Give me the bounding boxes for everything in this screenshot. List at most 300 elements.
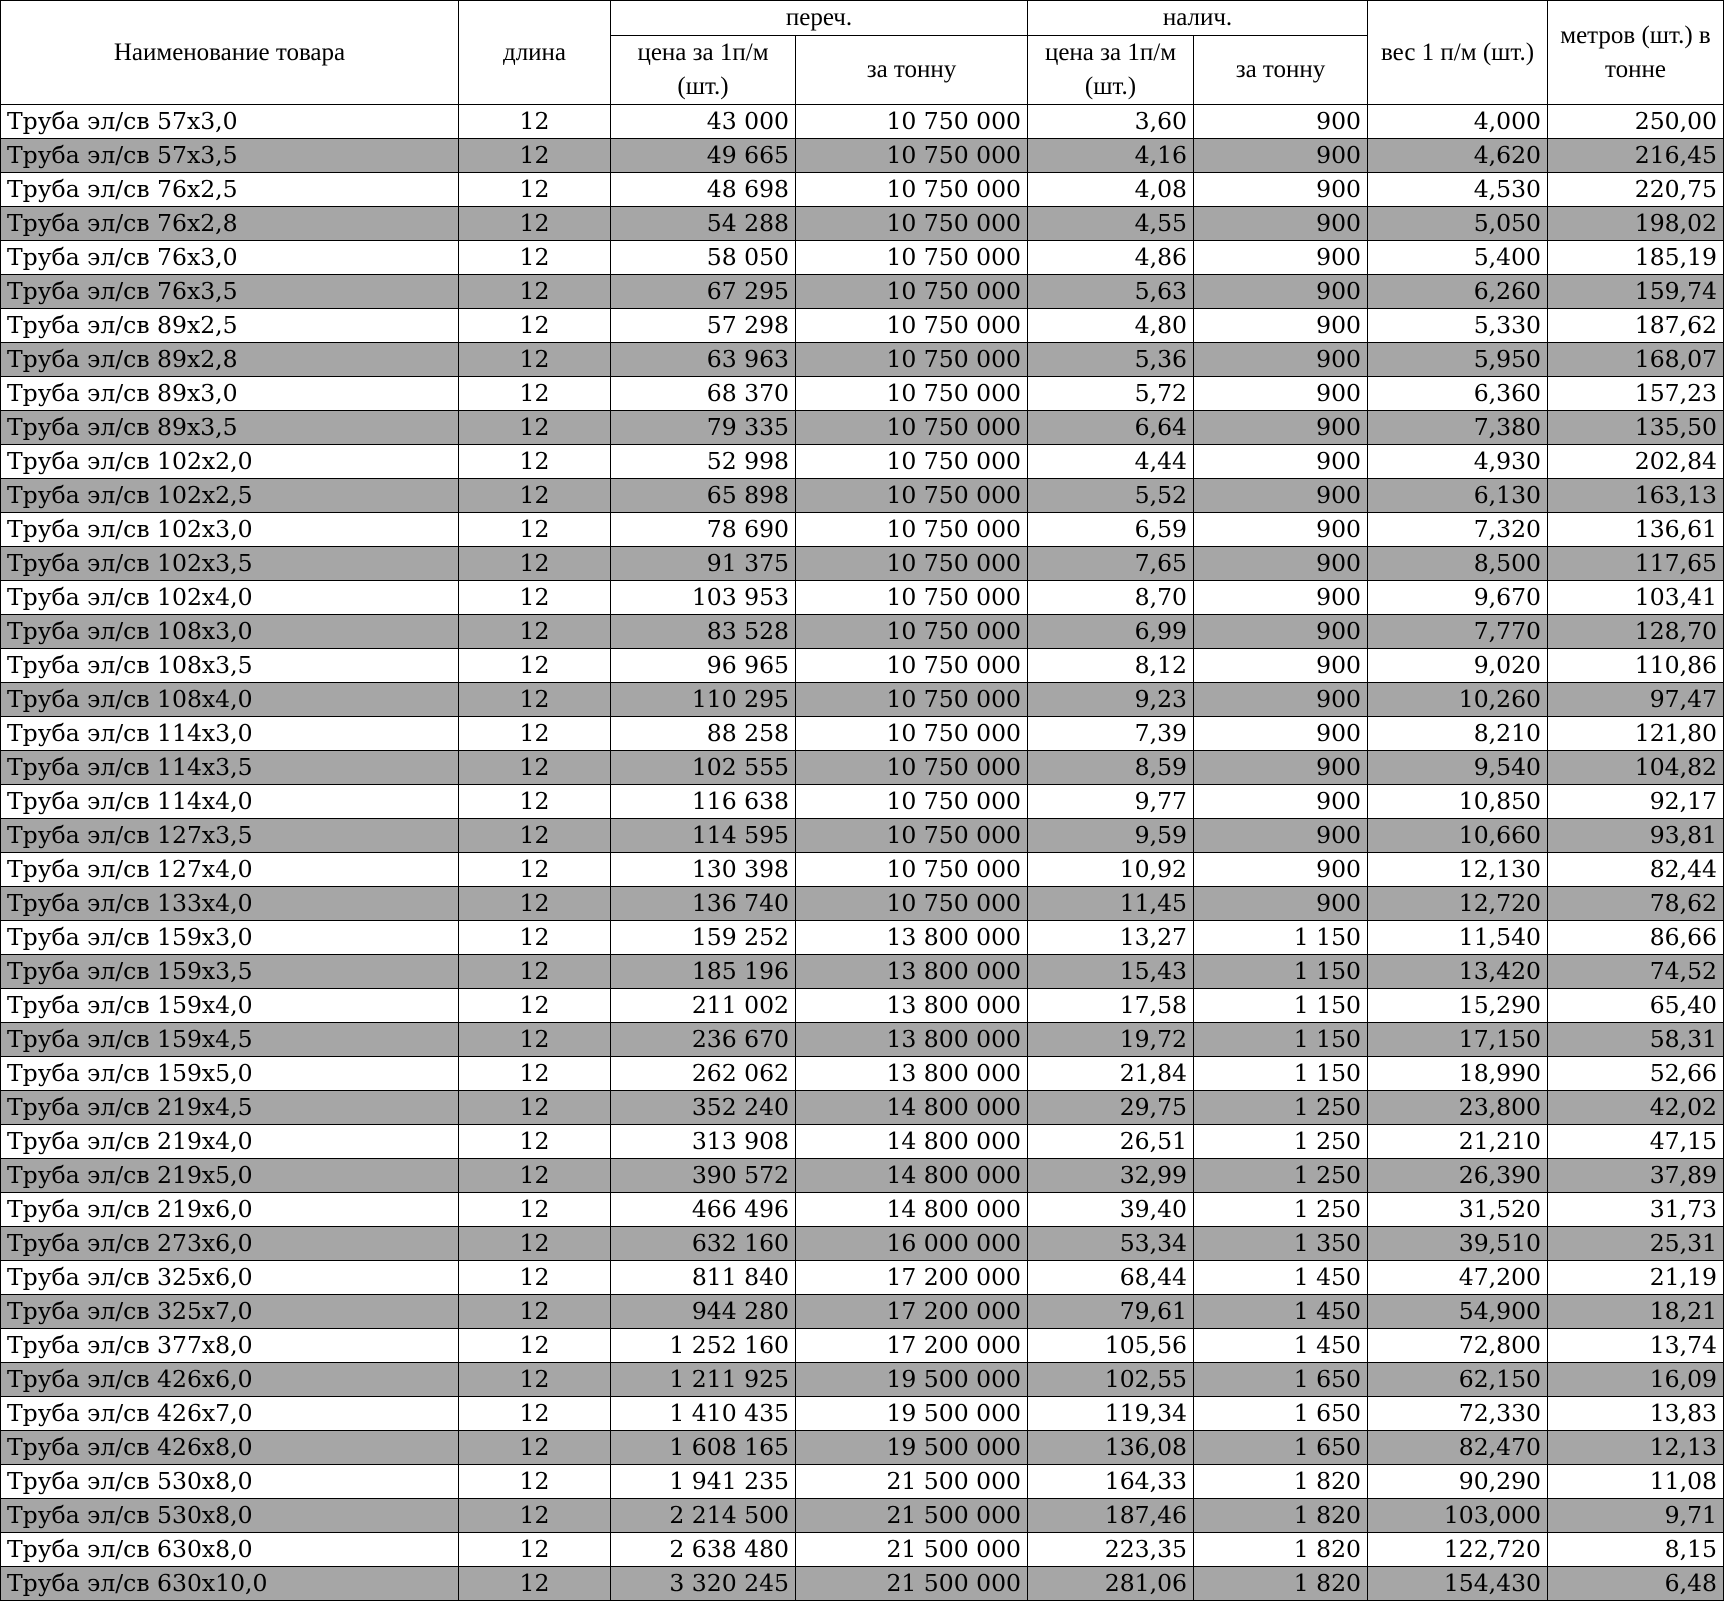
table-row (1, 1567, 1724, 1601)
cell-length: 12 (459, 1227, 611, 1261)
cell-price-per-meter: 236 670 (611, 1023, 796, 1057)
cell-price-per-ton: 10 750 000 (796, 343, 1028, 377)
cell-price-per-meter: 352 240 (611, 1091, 796, 1125)
cell-price-per-meter: 102 555 (611, 751, 796, 785)
cell-price-per-ton: 17 200 000 (796, 1295, 1028, 1329)
cell-price-per-ton: 10 750 000 (796, 513, 1028, 547)
cell-name: Труба эл/св 219х6,0 (1, 1193, 459, 1227)
table-row (1, 1431, 1724, 1465)
cell-price-per-ton: 14 800 000 (796, 1193, 1028, 1227)
cell-cash-price-per-meter: 119,34 (1028, 1397, 1194, 1431)
cell-price-per-meter: 63 963 (611, 343, 796, 377)
cell-price-per-ton: 21 500 000 (796, 1499, 1028, 1533)
cell-cash-price-per-meter: 3,60 (1028, 105, 1194, 139)
cell-length: 12 (459, 989, 611, 1023)
cell-price-per-ton: 10 750 000 (796, 581, 1028, 615)
table-row (1, 819, 1724, 853)
cell-price-per-ton: 19 500 000 (796, 1431, 1028, 1465)
cell-meters-per-ton: 78,62 (1548, 887, 1724, 921)
cell-cash-price-per-meter: 8,70 (1028, 581, 1194, 615)
cell-price-per-meter: 211 002 (611, 989, 796, 1023)
cell-cash-price-per-meter: 19,72 (1028, 1023, 1194, 1057)
cell-meters-per-ton: 168,07 (1548, 343, 1724, 377)
cell-name: Труба эл/св 102х4,0 (1, 581, 459, 615)
cell-name: Труба эл/св 630х10,0 (1, 1567, 459, 1601)
table-row (1, 445, 1724, 479)
cell-cash-price-per-ton: 900 (1194, 479, 1368, 513)
cell-price-per-ton: 10 750 000 (796, 615, 1028, 649)
cell-name: Труба эл/св 325х7,0 (1, 1295, 459, 1329)
cell-name: Труба эл/св 89х3,5 (1, 411, 459, 445)
cell-cash-price-per-ton: 1 650 (1194, 1431, 1368, 1465)
cell-weight: 62,150 (1368, 1363, 1548, 1397)
cell-cash-price-per-ton: 1 250 (1194, 1159, 1368, 1193)
cell-price-per-meter: 3 320 245 (611, 1567, 796, 1601)
cell-price-per-ton: 13 800 000 (796, 1057, 1028, 1091)
cell-cash-price-per-meter: 15,43 (1028, 955, 1194, 989)
cell-length: 12 (459, 785, 611, 819)
cell-cash-price-per-meter: 223,35 (1028, 1533, 1194, 1567)
cell-weight: 15,290 (1368, 989, 1548, 1023)
cell-weight: 6,260 (1368, 275, 1548, 309)
cell-meters-per-ton: 92,17 (1548, 785, 1724, 819)
cell-meters-per-ton: 185,19 (1548, 241, 1724, 275)
cell-length: 12 (459, 1023, 611, 1057)
cell-name: Труба эл/св 127х4,0 (1, 853, 459, 887)
header-price-per-ton: за тонну (796, 36, 1028, 105)
cell-weight: 54,900 (1368, 1295, 1548, 1329)
header-group-cash: налич. (1028, 1, 1368, 36)
cell-price-per-ton: 10 750 000 (796, 241, 1028, 275)
cell-length: 12 (459, 309, 611, 343)
cell-price-per-ton: 10 750 000 (796, 173, 1028, 207)
cell-length: 12 (459, 139, 611, 173)
cell-price-per-ton: 10 750 000 (796, 411, 1028, 445)
table-row (1, 173, 1724, 207)
cell-name: Труба эл/св 76х3,0 (1, 241, 459, 275)
cell-meters-per-ton: 74,52 (1548, 955, 1724, 989)
cell-length: 12 (459, 1499, 611, 1533)
cell-price-per-meter: 185 196 (611, 955, 796, 989)
cell-length: 12 (459, 479, 611, 513)
cell-meters-per-ton: 104,82 (1548, 751, 1724, 785)
cell-length: 12 (459, 921, 611, 955)
cell-name: Труба эл/св 426х7,0 (1, 1397, 459, 1431)
cell-price-per-ton: 13 800 000 (796, 955, 1028, 989)
cell-price-per-ton: 10 750 000 (796, 853, 1028, 887)
cell-price-per-meter: 159 252 (611, 921, 796, 955)
cell-cash-price-per-meter: 8,12 (1028, 649, 1194, 683)
cell-cash-price-per-meter: 164,33 (1028, 1465, 1194, 1499)
cell-cash-price-per-meter: 105,56 (1028, 1329, 1194, 1363)
cell-name: Труба эл/св 219х4,5 (1, 1091, 459, 1125)
cell-weight: 4,620 (1368, 139, 1548, 173)
cell-weight: 9,670 (1368, 581, 1548, 615)
cell-length: 12 (459, 343, 611, 377)
cell-length: 12 (459, 1465, 611, 1499)
cell-name: Труба эл/св 108х3,5 (1, 649, 459, 683)
cell-cash-price-per-ton: 1 650 (1194, 1363, 1368, 1397)
cell-cash-price-per-meter: 6,99 (1028, 615, 1194, 649)
table-row (1, 989, 1724, 1023)
cell-name: Труба эл/св 325х6,0 (1, 1261, 459, 1295)
table-row (1, 105, 1724, 139)
cell-cash-price-per-meter: 6,59 (1028, 513, 1194, 547)
cell-price-per-meter: 54 288 (611, 207, 796, 241)
cell-price-per-ton: 13 800 000 (796, 921, 1028, 955)
table-row (1, 1499, 1724, 1533)
table-row (1, 751, 1724, 785)
cell-price-per-ton: 19 500 000 (796, 1397, 1028, 1431)
cell-cash-price-per-meter: 4,86 (1028, 241, 1194, 275)
cell-weight: 47,200 (1368, 1261, 1548, 1295)
cell-cash-price-per-ton: 900 (1194, 173, 1368, 207)
cell-cash-price-per-meter: 10,92 (1028, 853, 1194, 887)
cell-price-per-ton: 14 800 000 (796, 1159, 1028, 1193)
cell-weight: 103,000 (1368, 1499, 1548, 1533)
table-row (1, 683, 1724, 717)
cell-cash-price-per-ton: 900 (1194, 207, 1368, 241)
cell-cash-price-per-ton: 900 (1194, 717, 1368, 751)
cell-cash-price-per-ton: 900 (1194, 411, 1368, 445)
cell-cash-price-per-meter: 4,55 (1028, 207, 1194, 241)
cell-cash-price-per-ton: 900 (1194, 241, 1368, 275)
cell-name: Труба эл/св 159х3,0 (1, 921, 459, 955)
cell-length: 12 (459, 581, 611, 615)
cell-price-per-ton: 10 750 000 (796, 683, 1028, 717)
cell-price-per-meter: 130 398 (611, 853, 796, 887)
cell-cash-price-per-meter: 4,44 (1028, 445, 1194, 479)
cell-price-per-meter: 944 280 (611, 1295, 796, 1329)
cell-name: Труба эл/св 102х3,5 (1, 547, 459, 581)
table-body (1, 105, 1724, 1601)
cell-weight: 7,320 (1368, 513, 1548, 547)
cell-cash-price-per-meter: 26,51 (1028, 1125, 1194, 1159)
cell-cash-price-per-meter: 53,34 (1028, 1227, 1194, 1261)
table-row (1, 581, 1724, 615)
table-row (1, 1125, 1724, 1159)
cell-weight: 9,540 (1368, 751, 1548, 785)
cell-price-per-meter: 43 000 (611, 105, 796, 139)
cell-cash-price-per-ton: 900 (1194, 309, 1368, 343)
cell-price-per-meter: 48 698 (611, 173, 796, 207)
cell-price-per-meter: 88 258 (611, 717, 796, 751)
cell-cash-price-per-ton: 900 (1194, 445, 1368, 479)
cell-price-per-meter: 136 740 (611, 887, 796, 921)
cell-cash-price-per-ton: 900 (1194, 581, 1368, 615)
cell-cash-price-per-meter: 17,58 (1028, 989, 1194, 1023)
cell-weight: 4,930 (1368, 445, 1548, 479)
cell-weight: 122,720 (1368, 1533, 1548, 1567)
cell-weight: 82,470 (1368, 1431, 1548, 1465)
header-group-transfer: переч. (611, 1, 1028, 36)
cell-name: Труба эл/св 102х2,0 (1, 445, 459, 479)
cell-name: Труба эл/св 102х2,5 (1, 479, 459, 513)
cell-name: Труба эл/св 426х6,0 (1, 1363, 459, 1397)
cell-weight: 5,050 (1368, 207, 1548, 241)
cell-price-per-ton: 14 800 000 (796, 1125, 1028, 1159)
cell-price-per-ton: 16 000 000 (796, 1227, 1028, 1261)
cell-cash-price-per-meter: 13,27 (1028, 921, 1194, 955)
cell-price-per-meter: 65 898 (611, 479, 796, 513)
table-row (1, 887, 1724, 921)
cell-length: 12 (459, 1431, 611, 1465)
cell-cash-price-per-meter: 21,84 (1028, 1057, 1194, 1091)
cell-price-per-ton: 14 800 000 (796, 1091, 1028, 1125)
cell-meters-per-ton: 31,73 (1548, 1193, 1724, 1227)
cell-cash-price-per-meter: 9,77 (1028, 785, 1194, 819)
cell-name: Труба эл/св 159х4,5 (1, 1023, 459, 1057)
table-row (1, 139, 1724, 173)
cell-weight: 6,130 (1368, 479, 1548, 513)
cell-length: 12 (459, 547, 611, 581)
cell-price-per-ton: 21 500 000 (796, 1567, 1028, 1601)
cell-cash-price-per-meter: 9,23 (1028, 683, 1194, 717)
cell-price-per-meter: 2 638 480 (611, 1533, 796, 1567)
table-row (1, 1159, 1724, 1193)
cell-price-per-ton: 10 750 000 (796, 751, 1028, 785)
cell-price-per-meter: 262 062 (611, 1057, 796, 1091)
cell-weight: 18,990 (1368, 1057, 1548, 1091)
cell-name: Труба эл/св 76х2,5 (1, 173, 459, 207)
cell-length: 12 (459, 1159, 611, 1193)
table-row (1, 1329, 1724, 1363)
cell-meters-per-ton: 159,74 (1548, 275, 1724, 309)
cell-price-per-meter: 49 665 (611, 139, 796, 173)
cell-length: 12 (459, 1125, 611, 1159)
cell-name: Труба эл/св 219х5,0 (1, 1159, 459, 1193)
table-row (1, 1295, 1724, 1329)
cell-name: Труба эл/св 219х4,0 (1, 1125, 459, 1159)
cell-price-per-ton: 13 800 000 (796, 989, 1028, 1023)
cell-length: 12 (459, 1261, 611, 1295)
cell-price-per-meter: 466 496 (611, 1193, 796, 1227)
cell-meters-per-ton: 135,50 (1548, 411, 1724, 445)
cell-name: Труба эл/св 76х2,8 (1, 207, 459, 241)
cell-cash-price-per-ton: 1 650 (1194, 1397, 1368, 1431)
cell-meters-per-ton: 58,31 (1548, 1023, 1724, 1057)
cell-length: 12 (459, 513, 611, 547)
cell-meters-per-ton: 198,02 (1548, 207, 1724, 241)
cell-length: 12 (459, 649, 611, 683)
cell-name: Труба эл/св 530х8,0 (1, 1499, 459, 1533)
cell-cash-price-per-meter: 9,59 (1028, 819, 1194, 853)
cell-weight: 13,420 (1368, 955, 1548, 989)
cell-price-per-ton: 17 200 000 (796, 1329, 1028, 1363)
cell-weight: 4,000 (1368, 105, 1548, 139)
cell-length: 12 (459, 275, 611, 309)
cell-cash-price-per-ton: 1 150 (1194, 989, 1368, 1023)
cell-weight: 10,850 (1368, 785, 1548, 819)
cell-cash-price-per-meter: 4,16 (1028, 139, 1194, 173)
cell-weight: 7,380 (1368, 411, 1548, 445)
cell-length: 12 (459, 955, 611, 989)
cell-weight: 21,210 (1368, 1125, 1548, 1159)
table-row (1, 547, 1724, 581)
cell-name: Труба эл/св 530х8,0 (1, 1465, 459, 1499)
cell-meters-per-ton: 8,15 (1548, 1533, 1724, 1567)
cell-length: 12 (459, 1057, 611, 1091)
cell-length: 12 (459, 819, 611, 853)
cell-price-per-ton: 10 750 000 (796, 139, 1028, 173)
cell-meters-per-ton: 187,62 (1548, 309, 1724, 343)
cell-price-per-ton: 10 750 000 (796, 275, 1028, 309)
cell-meters-per-ton: 25,31 (1548, 1227, 1724, 1261)
cell-length: 12 (459, 683, 611, 717)
header-meters-per-ton: метров (шт.) в тонне (1548, 1, 1724, 105)
cell-meters-per-ton: 21,19 (1548, 1261, 1724, 1295)
cell-price-per-ton: 17 200 000 (796, 1261, 1028, 1295)
cell-cash-price-per-ton: 900 (1194, 819, 1368, 853)
cell-price-per-meter: 67 295 (611, 275, 796, 309)
cell-weight: 26,390 (1368, 1159, 1548, 1193)
cell-length: 12 (459, 207, 611, 241)
table-row (1, 207, 1724, 241)
cell-cash-price-per-ton: 1 250 (1194, 1125, 1368, 1159)
cell-price-per-ton: 10 750 000 (796, 207, 1028, 241)
cell-name: Труба эл/св 108х4,0 (1, 683, 459, 717)
cell-weight: 11,540 (1368, 921, 1548, 955)
header-cash-price-per-meter: цена за 1п/м (шт.) (1028, 36, 1194, 105)
cell-price-per-meter: 632 160 (611, 1227, 796, 1261)
cell-cash-price-per-ton: 900 (1194, 853, 1368, 887)
cell-weight: 5,400 (1368, 241, 1548, 275)
cell-cash-price-per-ton: 1 450 (1194, 1261, 1368, 1295)
cell-name: Труба эл/св 133х4,0 (1, 887, 459, 921)
cell-name: Труба эл/св 377х8,0 (1, 1329, 459, 1363)
cell-meters-per-ton: 157,23 (1548, 377, 1724, 411)
cell-length: 12 (459, 377, 611, 411)
header-name: Наименование товара (1, 1, 459, 105)
table-row (1, 853, 1724, 887)
cell-name: Труба эл/св 273х6,0 (1, 1227, 459, 1261)
cell-cash-price-per-ton: 900 (1194, 785, 1368, 819)
cell-price-per-meter: 58 050 (611, 241, 796, 275)
cell-length: 12 (459, 411, 611, 445)
table-row (1, 377, 1724, 411)
cell-meters-per-ton: 13,83 (1548, 1397, 1724, 1431)
cell-name: Труба эл/св 89х3,0 (1, 377, 459, 411)
cell-price-per-ton: 10 750 000 (796, 445, 1028, 479)
cell-price-per-ton: 10 750 000 (796, 309, 1028, 343)
cell-meters-per-ton: 18,21 (1548, 1295, 1724, 1329)
cell-price-per-ton: 10 750 000 (796, 649, 1028, 683)
cell-cash-price-per-ton: 1 150 (1194, 1057, 1368, 1091)
cell-meters-per-ton: 121,80 (1548, 717, 1724, 751)
table-row (1, 275, 1724, 309)
cell-price-per-ton: 10 750 000 (796, 785, 1028, 819)
table-row (1, 343, 1724, 377)
cell-name: Труба эл/св 57х3,0 (1, 105, 459, 139)
cell-price-per-ton: 21 500 000 (796, 1465, 1028, 1499)
cell-meters-per-ton: 42,02 (1548, 1091, 1724, 1125)
cell-price-per-meter: 116 638 (611, 785, 796, 819)
cell-length: 12 (459, 1329, 611, 1363)
cell-length: 12 (459, 1567, 611, 1601)
cell-name: Труба эл/св 114х3,0 (1, 717, 459, 751)
cell-meters-per-ton: 220,75 (1548, 173, 1724, 207)
cell-meters-per-ton: 9,71 (1548, 1499, 1724, 1533)
cell-length: 12 (459, 1363, 611, 1397)
cell-cash-price-per-ton: 1 820 (1194, 1465, 1368, 1499)
cell-meters-per-ton: 117,65 (1548, 547, 1724, 581)
cell-name: Труба эл/св 159х4,0 (1, 989, 459, 1023)
cell-weight: 12,130 (1368, 853, 1548, 887)
table-row (1, 717, 1724, 751)
cell-price-per-meter: 1 211 925 (611, 1363, 796, 1397)
cell-weight: 10,260 (1368, 683, 1548, 717)
cell-price-per-meter: 1 410 435 (611, 1397, 796, 1431)
cell-cash-price-per-meter: 32,99 (1028, 1159, 1194, 1193)
cell-meters-per-ton: 97,47 (1548, 683, 1724, 717)
cell-price-per-meter: 83 528 (611, 615, 796, 649)
cell-cash-price-per-ton: 1 820 (1194, 1533, 1368, 1567)
cell-cash-price-per-ton: 1 820 (1194, 1499, 1368, 1533)
cell-meters-per-ton: 13,74 (1548, 1329, 1724, 1363)
cell-weight: 31,520 (1368, 1193, 1548, 1227)
cell-cash-price-per-ton: 900 (1194, 683, 1368, 717)
cell-cash-price-per-meter: 136,08 (1028, 1431, 1194, 1465)
table-row (1, 955, 1724, 989)
cell-price-per-meter: 1 608 165 (611, 1431, 796, 1465)
cell-price-per-meter: 1 941 235 (611, 1465, 796, 1499)
cell-price-per-ton: 10 750 000 (796, 547, 1028, 581)
cell-cash-price-per-meter: 4,08 (1028, 173, 1194, 207)
cell-weight: 72,330 (1368, 1397, 1548, 1431)
cell-weight: 39,510 (1368, 1227, 1548, 1261)
cell-cash-price-per-ton: 1 150 (1194, 921, 1368, 955)
table-row (1, 921, 1724, 955)
cell-length: 12 (459, 1397, 611, 1431)
cell-weight: 154,430 (1368, 1567, 1548, 1601)
cell-length: 12 (459, 445, 611, 479)
cell-weight: 5,330 (1368, 309, 1548, 343)
cell-price-per-meter: 2 214 500 (611, 1499, 796, 1533)
cell-cash-price-per-meter: 5,63 (1028, 275, 1194, 309)
cell-cash-price-per-meter: 11,45 (1028, 887, 1194, 921)
table-row (1, 309, 1724, 343)
cell-cash-price-per-ton: 900 (1194, 377, 1368, 411)
cell-name: Труба эл/св 89х2,8 (1, 343, 459, 377)
cell-weight: 17,150 (1368, 1023, 1548, 1057)
cell-price-per-meter: 811 840 (611, 1261, 796, 1295)
cell-cash-price-per-meter: 5,72 (1028, 377, 1194, 411)
cell-cash-price-per-meter: 68,44 (1028, 1261, 1194, 1295)
cell-cash-price-per-ton: 1 150 (1194, 1023, 1368, 1057)
table-row (1, 1533, 1724, 1567)
cell-length: 12 (459, 241, 611, 275)
cell-price-per-meter: 68 370 (611, 377, 796, 411)
cell-cash-price-per-meter: 6,64 (1028, 411, 1194, 445)
cell-weight: 72,800 (1368, 1329, 1548, 1363)
cell-cash-price-per-ton: 1 250 (1194, 1193, 1368, 1227)
cell-length: 12 (459, 853, 611, 887)
cell-meters-per-ton: 52,66 (1548, 1057, 1724, 1091)
cell-name: Труба эл/св 89х2,5 (1, 309, 459, 343)
cell-cash-price-per-meter: 29,75 (1028, 1091, 1194, 1125)
cell-cash-price-per-meter: 102,55 (1028, 1363, 1194, 1397)
cell-meters-per-ton: 136,61 (1548, 513, 1724, 547)
cell-cash-price-per-meter: 8,59 (1028, 751, 1194, 785)
cell-price-per-ton: 10 750 000 (796, 105, 1028, 139)
cell-meters-per-ton: 37,89 (1548, 1159, 1724, 1193)
cell-weight: 6,360 (1368, 377, 1548, 411)
cell-cash-price-per-meter: 7,39 (1028, 717, 1194, 751)
cell-meters-per-ton: 65,40 (1548, 989, 1724, 1023)
cell-price-per-meter: 78 690 (611, 513, 796, 547)
cell-cash-price-per-ton: 900 (1194, 513, 1368, 547)
cell-cash-price-per-meter: 5,36 (1028, 343, 1194, 377)
